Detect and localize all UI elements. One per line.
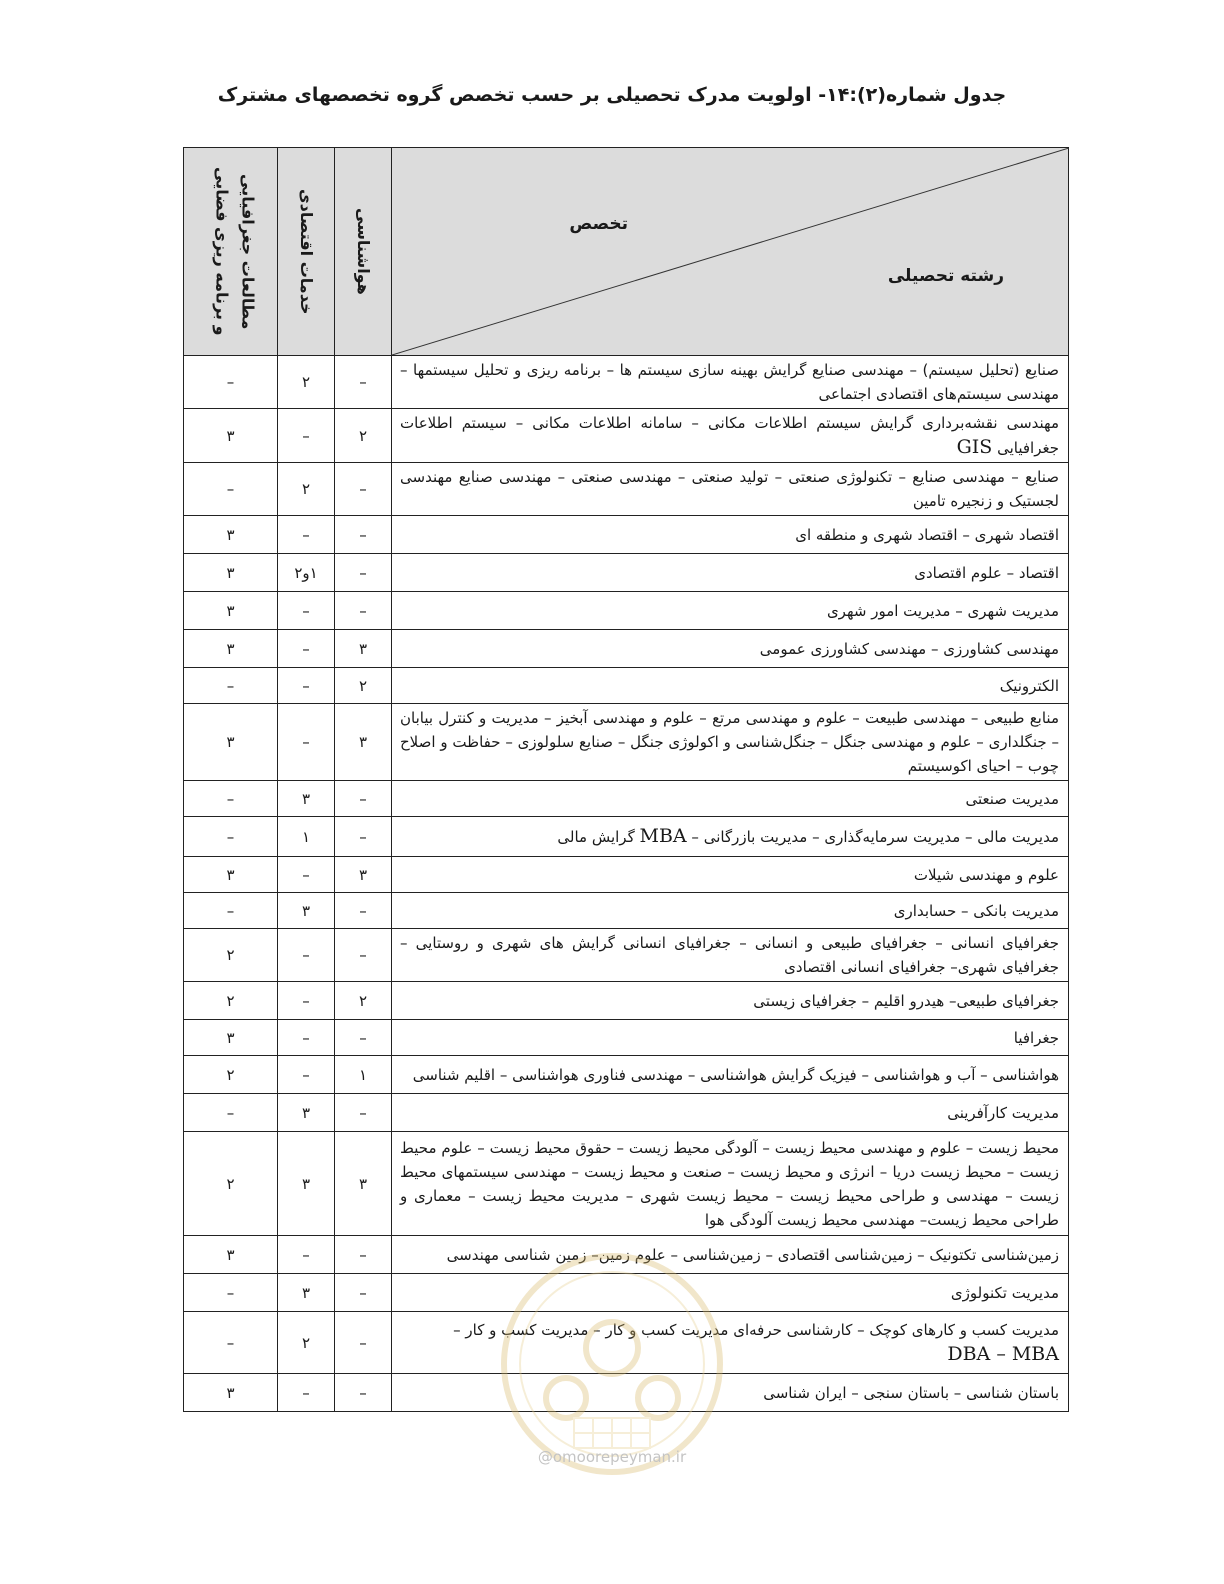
table-row [184,982,1069,1020]
geo-cell: ۳ [184,857,278,893]
meteorology-cell: – [335,1020,392,1056]
economic-cell: – [278,1020,335,1056]
geo-cell: ۳ [184,1374,278,1412]
economic-cell: – [278,1374,335,1412]
economic-cell: ۳ [278,1094,335,1132]
page-title: جدول شماره(۲):۱۴- اولویت مدرک تحصیلی بر حسب تخصص گروه تخصصهای مشترک [217,84,1007,106]
field-latin-text: DBA – MBA [947,1343,1059,1365]
field-cell: مدیریت مالی – مدیریت سرمایه‌گذاری – مدیریت بازرگانی – MBA گرایش مالی [392,817,1069,857]
field-cell: اقتصاد شهری – اقتصاد شهری و منطقه ای [392,516,1069,554]
field-latin-text: GIS [956,436,993,458]
meteorology-cell: ۲ [335,409,392,463]
field-cell: جغرافیا [392,1020,1069,1056]
geo-cell: ۳ [184,554,278,592]
economic-cell: ۲ [278,356,335,409]
footer-website: @omoorepeyman.ir [537,1448,687,1466]
field-cell: زمین‌شناسی تکتونیک – زمین‌شناسی اقتصادی – زمین‌شناسی – علوم زمین– زمین شناسی مهندسی [392,1236,1069,1274]
economic-cell: ۳ [278,893,335,929]
geo-cell: ۳ [184,516,278,554]
field-cell: جغرافیای انسانی – جغرافیای طبیعی و انسانی – جغرافیای انسانی گرایش های شهری و روستایی – جغرافیای شهری– جغرافیای انسانی اقتصادی [392,929,1069,982]
field-latin-text: MBA [639,825,687,847]
field-cell: مهندسی کشاورزی – مهندسی کشاورزی عمومی [392,630,1069,668]
geo-cell: ۳ [184,592,278,630]
meteorology-cell: – [335,1312,392,1374]
economic-cell: ۳ [278,1274,335,1312]
meteorology-cell: – [335,516,392,554]
geo-cell: – [184,1274,278,1312]
geo-cell: ۲ [184,982,278,1020]
geo-cell: ۳ [184,704,278,781]
table-row [184,592,1069,630]
diagonal-line [392,148,1069,355]
field-cell: صنایع – مهندسی صنایع – تکنولوژی صنعتی – تولید صنعتی – مهندسی صنعتی – مهندسی صنایع مهندسی لجستیک و زنجیره تامین [392,463,1069,516]
economic-cell: – [278,630,335,668]
economic-cell: – [278,929,335,982]
field-cell: اقتصاد – علوم اقتصادی [392,554,1069,592]
geo-cell: ۲ [184,929,278,982]
priority-table [183,147,1069,1412]
table-row [184,1056,1069,1094]
meteorology-cell: – [335,893,392,929]
field-cell: علوم و مهندسی شیلات [392,857,1069,893]
economic-cell: – [278,668,335,704]
meteorology-cell: – [335,781,392,817]
geo-cell: – [184,668,278,704]
economic-cell: ۲ [278,463,335,516]
table-header-row [184,148,1069,356]
geo-cell: – [184,781,278,817]
economic-cell: ۳ [278,1132,335,1236]
field-cell: صنایع (تحلیل سیستم) – مهندسی صنایع گرایش بهینه سازی سیستم ها – برنامه ریزی و تحلیل سیستمها – مهندسی سیستم‌های اقتصادی اجتماعی [392,356,1069,409]
field-cell: جغرافیای طبیعی– هیدرو اقلیم – جغرافیای زیستی [392,982,1069,1020]
geo-cell: ۳ [184,1236,278,1274]
meteorology-cell: ۳ [335,1132,392,1236]
geo-cell: – [184,463,278,516]
meteorology-cell: ۱ [335,1056,392,1094]
geo-cell: ۳ [184,409,278,463]
meteorology-cell: ۳ [335,857,392,893]
geo-cell: ۳ [184,630,278,668]
table-container [183,147,1068,1412]
table-row [184,704,1069,781]
header-field-label: رشته تحصیلی [887,266,1004,286]
meteorology-cell: – [335,592,392,630]
meteorology-cell: – [335,817,392,857]
geo-cell: – [184,1312,278,1374]
meteorology-cell: – [335,929,392,982]
geo-cell: – [184,817,278,857]
geo-cell: – [184,893,278,929]
field-cell: مدیریت کسب و کارهای کوچک – کارشناسی حرفه‌ای مدیریت کسب و کار – مدیریت کسب و کار – DBA – MBA [392,1312,1069,1374]
field-cell: مدیریت شهری – مدیریت امور شهری [392,592,1069,630]
table-row [184,356,1069,409]
table-row [184,1020,1069,1056]
header-meteorology: هواشناسی [335,148,392,356]
meteorology-cell: – [335,356,392,409]
field-cell: الکترونیک [392,668,1069,704]
geo-cell: – [184,1094,278,1132]
economic-cell: – [278,592,335,630]
meteorology-cell: – [335,554,392,592]
table-row [184,817,1069,857]
table-row [184,857,1069,893]
field-cell: باستان شناسی – باستان سنجی – ایران شناسی [392,1374,1069,1412]
header-specialty-label: تخصص [569,214,628,234]
table-row [184,463,1069,516]
field-cell: محیط زیست – علوم و مهندسی محیط زیست – آلودگی محیط زیست – حقوق محیط زیست – علوم محیط زیست – محیط زیست دریا – انرژی و محیط زیست – صنعت و محیط زیست – مهندسی سیستمهای محیط زیست – مهندسی و طراحی محیط زیست – محیط زیست شهری – مدیریت محیط زیست – معماری و طراحی محیط زیست– مهندسی محیط زیست آلودگی هوا [392,1132,1069,1236]
geo-cell: ۳ [184,1020,278,1056]
table-row [184,668,1069,704]
table-row [184,781,1069,817]
table-row [184,409,1069,463]
meteorology-cell: – [335,1374,392,1412]
geo-cell: ۲ [184,1132,278,1236]
header-diagonal-cell [392,148,1069,356]
field-cell: مهندسی نقشه‌برداری گرایش سیستم اطلاعات مکانی – سامانه اطلاعات مکانی – سیستم اطلاعات جغرافیایی GIS [392,409,1069,463]
field-cell: هواشناسی – آب و هواشناسی – فیزیک گرایش هواشناسی – مهندسی فناوری هواشناسی – اقلیم شناسی [392,1056,1069,1094]
economic-cell: ۲ [278,1312,335,1374]
geo-cell: – [184,356,278,409]
table-row [184,1274,1069,1312]
table-row [184,1312,1069,1374]
economic-cell: – [278,857,335,893]
economic-cell: – [278,704,335,781]
meteorology-cell: ۲ [335,982,392,1020]
table-row [184,1374,1069,1412]
header-geo-studies: مطالعات جغرافیایی و برنامه ریزی فضایی [184,148,278,356]
field-cell: منابع طبیعی – مهندسی طبیعت – علوم و مهندسی مرتع – علوم و مهندسی آبخیز – مدیریت و کنترل بیابان – جنگلداری – علوم و مهندسی جنگل – جنگل‌شناسی و اکولوژی جنگل – صنایع سلولوزی – حفاظت و اصلاح چوب – احیای اکوسیستم [392,704,1069,781]
meteorology-cell: ۳ [335,630,392,668]
field-cell: مدیریت صنعتی [392,781,1069,817]
table-row [184,554,1069,592]
meteorology-cell: – [335,1094,392,1132]
table-row [184,1094,1069,1132]
field-cell: مدیریت بانکی – حسابداری [392,893,1069,929]
meteorology-cell: – [335,1236,392,1274]
economic-cell: – [278,409,335,463]
table-row [184,929,1069,982]
table-row [184,893,1069,929]
economic-cell: – [278,1236,335,1274]
meteorology-cell: – [335,1274,392,1312]
economic-cell: – [278,1056,335,1094]
table-row [184,1236,1069,1274]
economic-cell: – [278,516,335,554]
geo-cell: ۲ [184,1056,278,1094]
table-row [184,630,1069,668]
header-economic-services: خدمات اقتصادی [278,148,335,356]
table-row [184,1132,1069,1236]
economic-cell: ۳ [278,781,335,817]
economic-cell: ۱و۲ [278,554,335,592]
field-cell: مدیریت تکنولوژی [392,1274,1069,1312]
meteorology-cell: ۳ [335,704,392,781]
economic-cell: ۱ [278,817,335,857]
meteorology-cell: – [335,463,392,516]
economic-cell: – [278,982,335,1020]
meteorology-cell: ۲ [335,668,392,704]
field-cell: مدیریت کارآفرینی [392,1094,1069,1132]
table-row [184,516,1069,554]
